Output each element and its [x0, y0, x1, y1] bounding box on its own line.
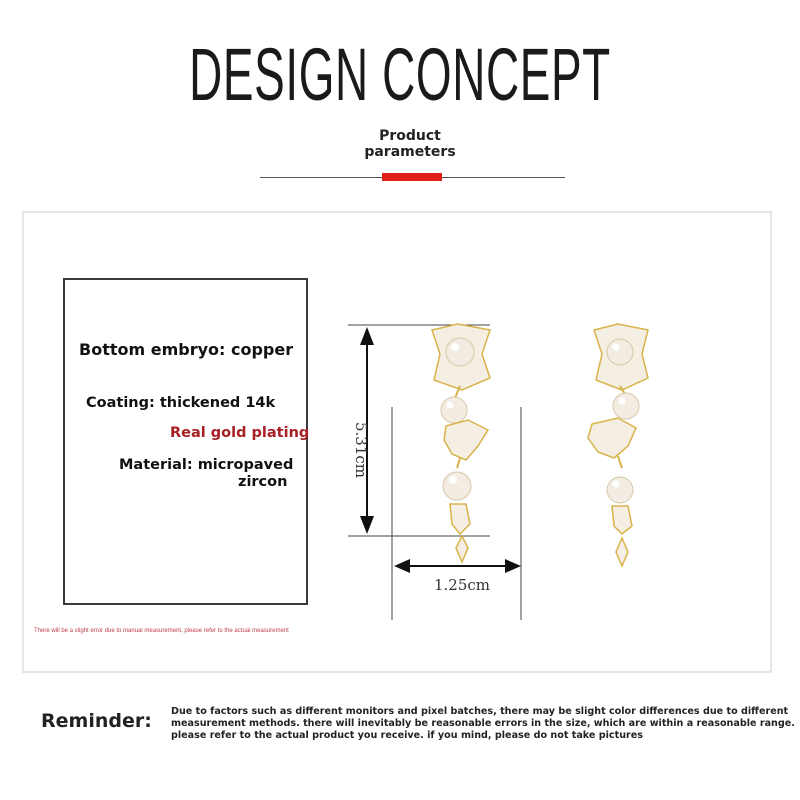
section-subtitle: [300, 128, 520, 160]
subtitle-line-2: parameters: [364, 144, 456, 160]
height-arrow-bottom: [360, 516, 374, 534]
reminder-line-2: measurement methods. there will inevitably be reasonable errors in the size, which are within a reasonable range.: [171, 718, 795, 729]
pearl-bottom-2: [607, 477, 633, 503]
zircon-cluster-middle: [444, 420, 488, 460]
zircon-tip: [456, 536, 468, 562]
param-material-cont: zircon: [238, 474, 288, 490]
zircon-drop-2: [612, 506, 632, 534]
earring-image-2: [578, 318, 668, 578]
subtitle-line-1: Product: [379, 128, 441, 144]
width-arrow-left: [394, 559, 410, 573]
pearl-middle: [441, 397, 467, 423]
divider-accent: [382, 173, 442, 181]
page-title: DESIGN CONCEPT: [189, 33, 611, 116]
reminder-label: Reminder:: [41, 710, 152, 732]
measurement-note: There will be a slight error due to manual measurement, please refer to the actual measurement: [34, 628, 289, 634]
earring-image: [410, 318, 510, 578]
reminder-line-1: Due to factors such as different monitors and pixel batches, there may be slight color differences due to different: [171, 706, 789, 717]
reminder-text: [171, 706, 795, 742]
param-base-material: Bottom embryo: copper: [79, 340, 294, 359]
height-dimension-label: 5.31cm: [352, 421, 370, 479]
pearl-top-2: [607, 339, 633, 365]
param-gold-plating: Real gold plating: [170, 425, 310, 441]
parameters-box: [63, 278, 308, 605]
zircon-tip-2: [616, 538, 628, 566]
param-coating: Coating: thickened 14k: [86, 395, 276, 411]
height-arrow-top: [360, 327, 374, 345]
reminder-line-3: please refer to the actual product you receive. if you mind, please do not take pictures: [171, 730, 643, 741]
pearl-bottom: [443, 472, 471, 500]
param-material: Material: micropaved: [119, 457, 294, 473]
pearl-middle-2: [613, 393, 639, 419]
zircon-drop: [450, 504, 470, 534]
zircon-cluster-middle-2: [588, 418, 636, 458]
width-dimension-label: 1.25cm: [433, 576, 491, 594]
pearl-top: [446, 338, 474, 366]
